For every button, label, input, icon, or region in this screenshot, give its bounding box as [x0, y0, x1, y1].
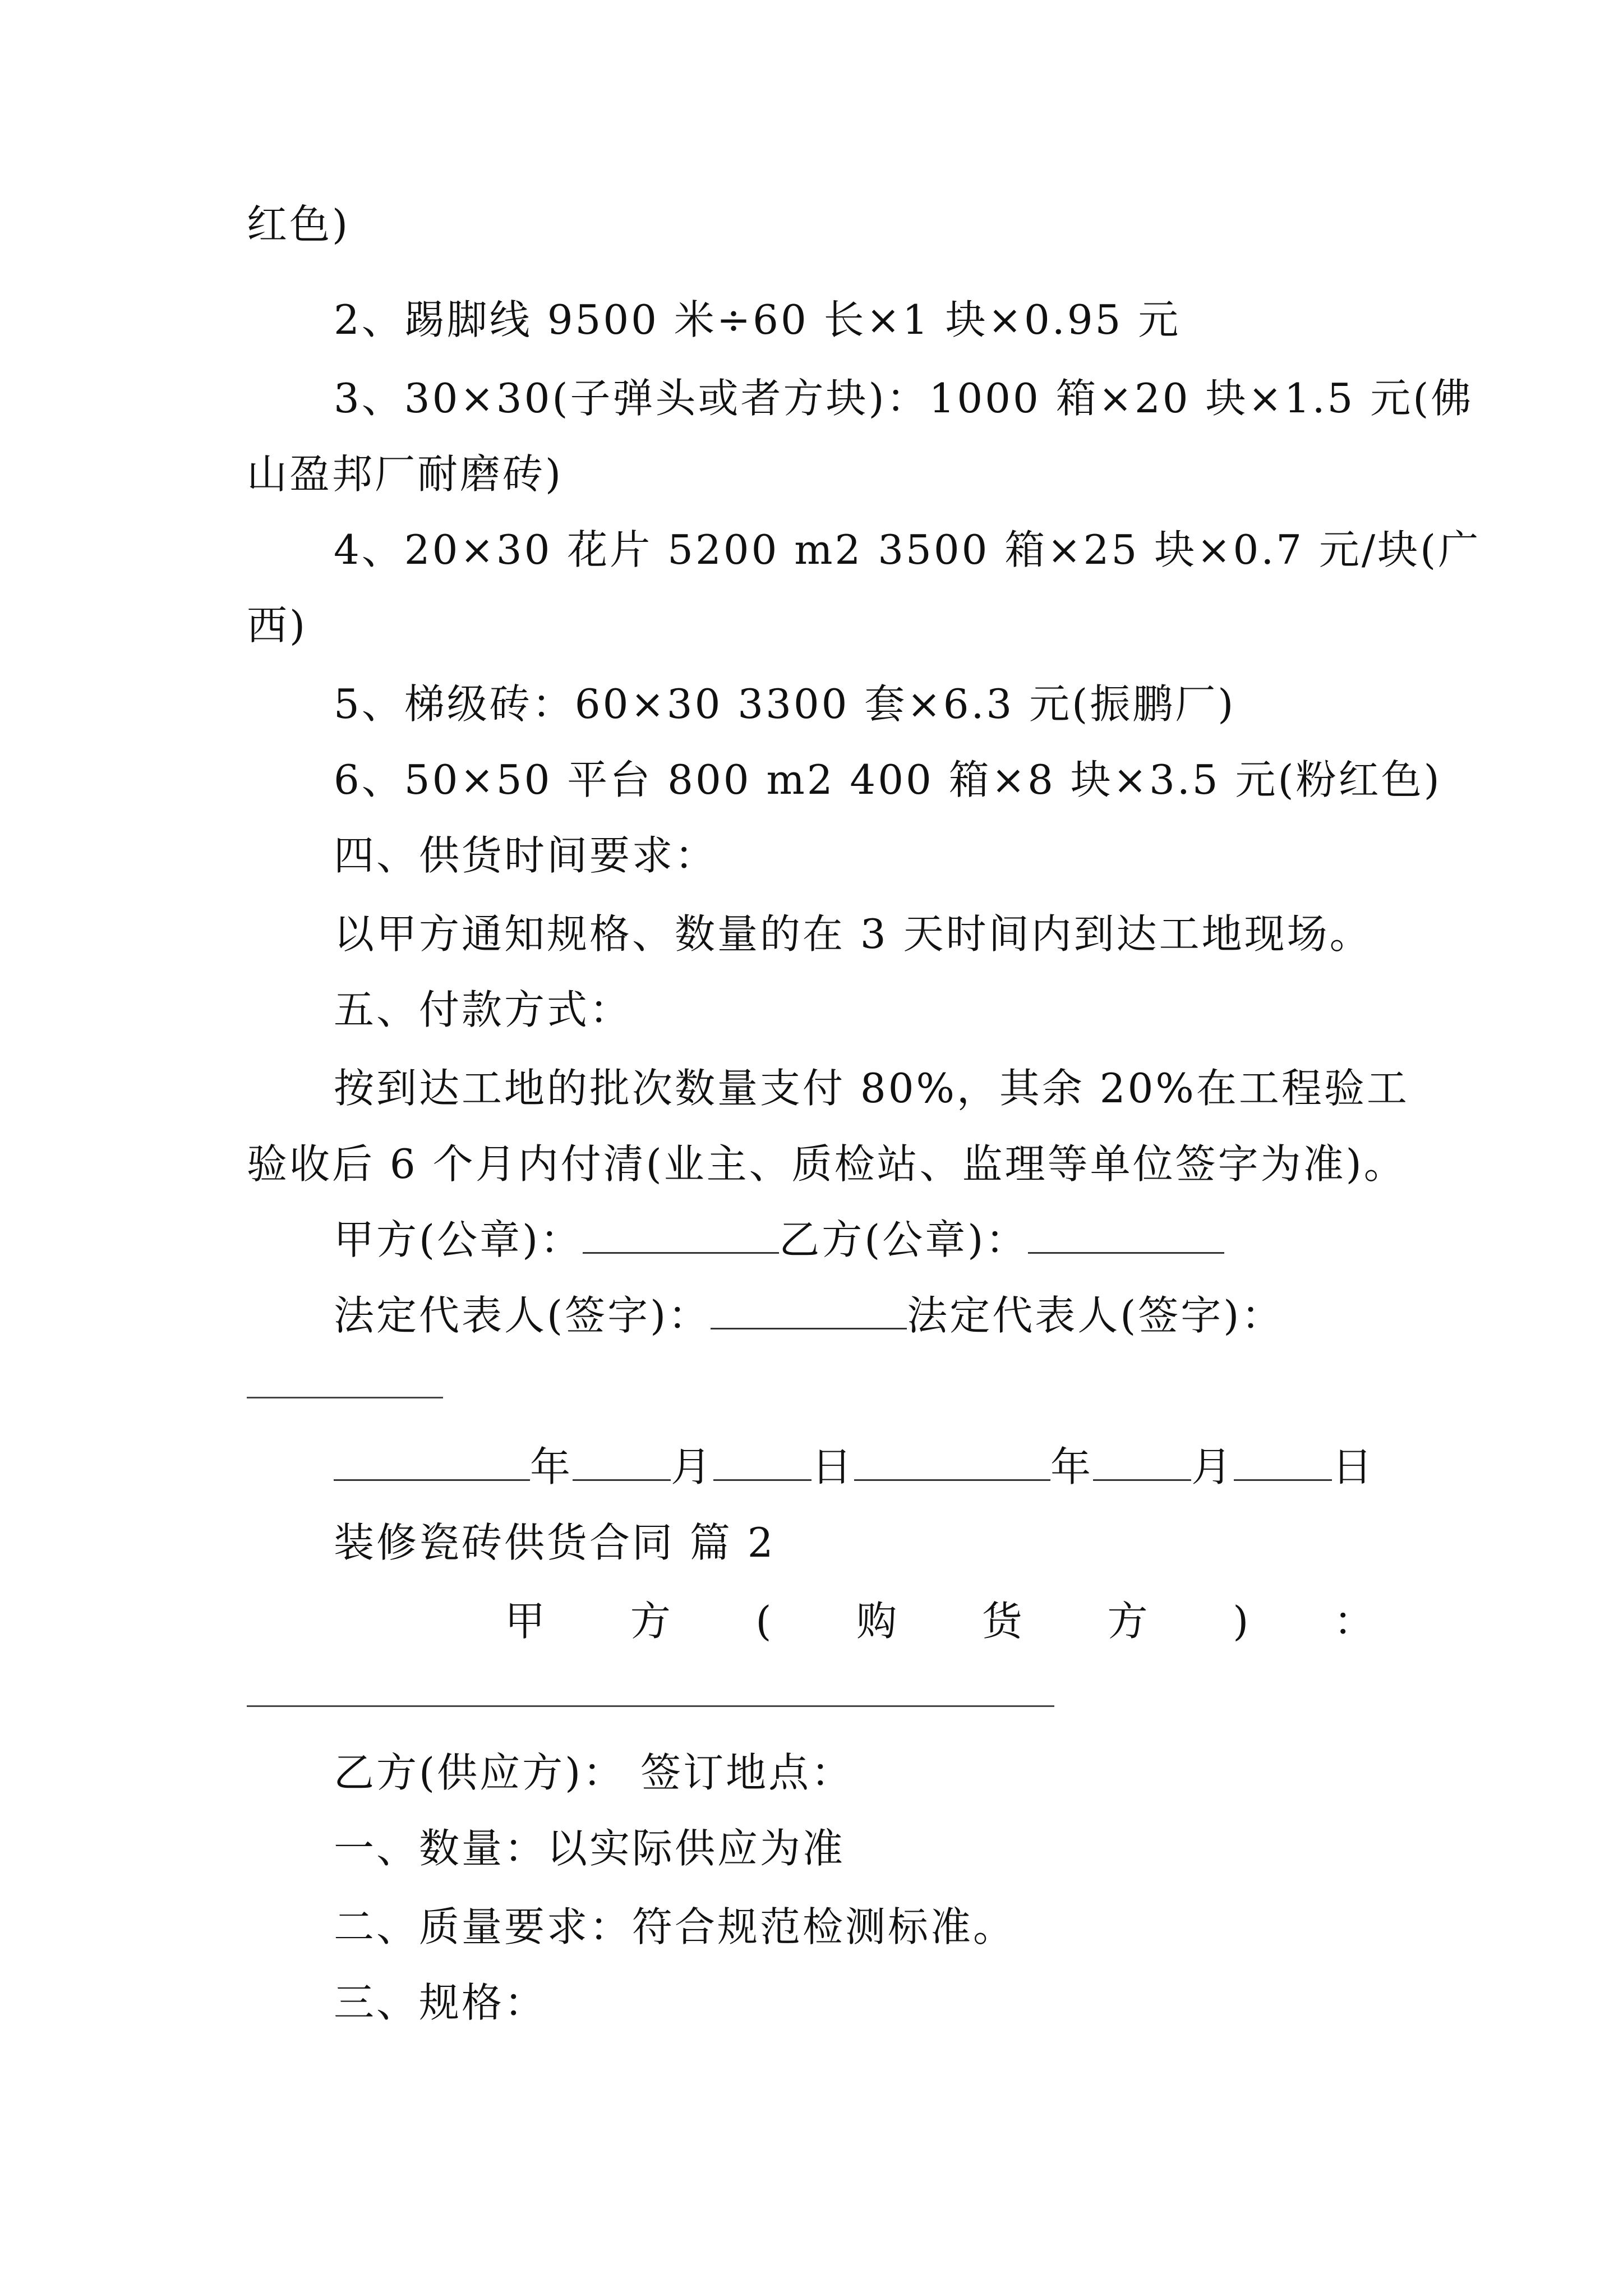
- section-heading: 四、供货时间要求：: [334, 832, 718, 879]
- month-b-blank: [1093, 1444, 1191, 1481]
- party-a-blank: [247, 1705, 1054, 1707]
- year-b-label: 年: [1050, 1443, 1094, 1490]
- party-b-line: 乙方(供应方)： 签订地点：: [334, 1749, 854, 1796]
- section-title: 装修瓷砖供货合同 篇 2: [334, 1519, 776, 1566]
- text-line: 二、质量要求：符合规范检测标准。: [334, 1903, 1016, 1950]
- day-b-blank: [1234, 1444, 1332, 1481]
- text-line: 3、30×30(子弹头或者方块)：1000 箱×20 块×1.5 元(佛: [334, 375, 1474, 422]
- rep-a-label: 法定代表人(签字)：: [334, 1292, 711, 1339]
- party-a-char: (: [755, 1598, 772, 1645]
- representative-line: [334, 1287, 1284, 1343]
- text-line: 山盈邦厂耐磨砖): [247, 450, 564, 498]
- month-a-label: 月: [671, 1443, 714, 1490]
- party-a-char: 方: [630, 1598, 671, 1645]
- month-b-label: 月: [1191, 1443, 1234, 1490]
- text-line: 以甲方通知规格、数量的在 3 天时间内到达工地现场。: [334, 910, 1372, 958]
- text-line: 验收后 6 个月内付清(业主、质检站、监理等单位签字为准)。: [247, 1140, 1407, 1188]
- text-line: 5、梯级砖：60×30 3300 套×6.3 元(振鹏厂): [334, 680, 1236, 728]
- text-line: 西): [247, 602, 308, 649]
- party-a-purchaser-line: [505, 1593, 1374, 1649]
- party-b-seal-blank: [1028, 1217, 1224, 1254]
- section-heading: 三、规格：: [334, 1979, 547, 2026]
- party-a-char: 购: [856, 1598, 897, 1645]
- seal-line: [334, 1212, 1224, 1268]
- rep-a-blank: [711, 1293, 907, 1329]
- rep-b-label: 法定代表人(签字)：: [907, 1292, 1284, 1339]
- year-a-blank: [334, 1444, 530, 1481]
- party-a-seal-blank: [583, 1217, 779, 1254]
- month-a-blank: [573, 1444, 671, 1481]
- year-a-label: 年: [530, 1443, 573, 1490]
- party-b-seal-label: 乙方(公章)：: [779, 1216, 1029, 1263]
- party-a-char: ): [1233, 1598, 1249, 1645]
- text-line: 4、20×30 花片 5200 m2 3500 箱×25 块×0.7 元/块(广: [334, 526, 1481, 573]
- rep-b-blank: [247, 1397, 443, 1398]
- text-line: 按到达工地的批次数量支付 80%，其余 20%在工程验工: [334, 1065, 1409, 1112]
- section-heading: 五、付款方式：: [334, 986, 633, 1033]
- day-b-label: 日: [1332, 1443, 1375, 1490]
- party-a-char: ：: [1333, 1598, 1374, 1645]
- text-line: 红色): [247, 201, 351, 248]
- text-line: 一、数量：以实际供应为准: [334, 1825, 846, 1872]
- date-line: [334, 1439, 1375, 1495]
- text-line: 2、踢脚线 9500 米÷60 长×1 块×0.95 元: [334, 296, 1181, 343]
- party-a-seal-label: 甲方(公章)：: [334, 1216, 583, 1263]
- day-a-blank: [713, 1444, 811, 1481]
- party-a-char: 甲: [505, 1598, 546, 1645]
- party-a-char: 方: [1107, 1598, 1148, 1645]
- text-line: 6、50×50 平台 800 m2 400 箱×8 块×3.5 元(粉红色): [334, 756, 1442, 803]
- party-a-char: 货: [981, 1598, 1022, 1645]
- year-b-blank: [854, 1444, 1050, 1481]
- day-a-label: 日: [811, 1443, 855, 1490]
